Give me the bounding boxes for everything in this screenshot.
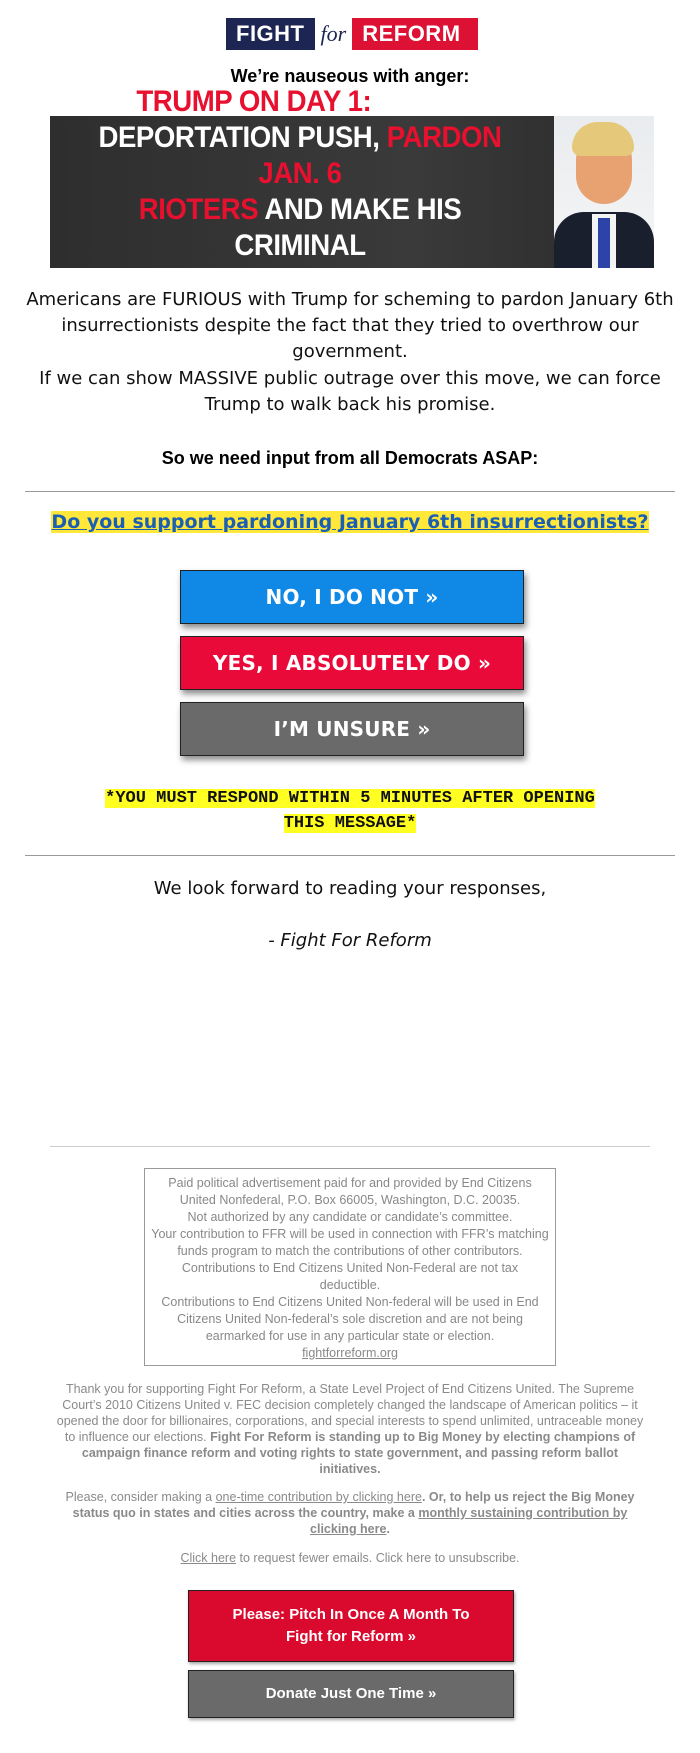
fewer-emails-link[interactable]: Click here [180, 1551, 237, 1565]
no-i-do-not-button[interactable]: NO, I DO NOT » [180, 570, 524, 624]
poll-question [0, 511, 700, 533]
banner-text-white: BEGIN [371, 85, 464, 118]
response-deadline-notice: *YOU MUST RESPOND WITHIN 5 MINUTES AFTER OPENING THIS MESSAGE* [105, 789, 595, 833]
portrait-photo [554, 116, 654, 268]
banner-text-white: CASES VANISH [200, 265, 400, 298]
footer-divider [50, 1146, 650, 1147]
website-link[interactable]: fightforreform.org [302, 1346, 398, 1360]
headline: We’re nauseous with anger: [230, 66, 470, 86]
body-paragraph-1: Americans are FURIOUS with Trump for scheming to pardon January 6th insurrectionists despite the fact that they tried to overthrow our government. [26, 289, 674, 362]
fight-for-reform-logo[interactable] [226, 18, 478, 50]
disclaimer-line: Your contribution to FFR will be used in connection with FFR’s matching funds program to match the contributions of other contributors. Contributions to End Citizens United Non-Federal are not tax deductible. [151, 1227, 549, 1292]
im-unsure-button[interactable]: I’M UNSURE » [180, 702, 524, 756]
poll-question-link[interactable]: Do you support pardoning January 6th insurrectionists? [51, 511, 649, 533]
one-time-contribution-link[interactable]: one-time contribution by clicking here [215, 1490, 422, 1504]
disclaimer-line: Paid political advertisement paid for and provided by End Citizens United Nonfederal, P.O. Box 66005, Washington, D.C. 20035. [168, 1176, 532, 1207]
footer-thanks: Thank you for supporting Fight For Reform, a State Level Project of End Citizens United. The Supreme Court’s 2010 Citizens United v. FEC decision completely changed the landscape of American politics – it opened the door for billionaires, corporations, and special interests to spend unlimited, untraceable money to influence our elections. Fight For Reform is standing up to Big Money by electing champions of campaign finance reform and voting rights to state government, and passing reform ballot initiatives. [56, 1382, 644, 1476]
monthly-contribution-link[interactable]: monthly sustaining contribution by clicking here [310, 1506, 628, 1536]
footer-email-preferences: Click here to request fewer emails. Click here to unsubscribe. [180, 1551, 520, 1565]
monthly-donate-button[interactable]: Please: Pitch In Once A Month To Fight for Reform » [188, 1590, 514, 1662]
closing-line: We look forward to reading your responses, [153, 878, 547, 899]
one-time-donate-button[interactable]: Donate Just One Time » [188, 1670, 514, 1718]
logo-part-fight: FIGHT [226, 18, 315, 50]
banner-text-white: AND MAKE HIS CRIMINAL [234, 193, 462, 262]
footer-contribute: Please, consider making a one-time contribution by clicking here. Or, to help us reject the Big Money status quo in states and cities across the country, make a monthly sustaining contribution by clicking here. [65, 1490, 635, 1536]
disclaimer-line: Not authorized by any candidate or candidate’s committee. [187, 1210, 513, 1224]
banner-text-red: RIOTERS [138, 193, 259, 226]
footer-thanks-bold: Fight For Reform is standing up to Big Money by electing champions of campaign finance reform and voting rights to state government, and passing reform ballot initiatives. [81, 1430, 636, 1476]
banner-headline [70, 85, 530, 298]
body-paragraph-2: If we can show MASSIVE public outrage over this move, we can force Trump to walk back his promise. [39, 368, 661, 415]
signature: - Fight For Reform [268, 930, 432, 951]
body-callout: So we need input from all Democrats ASAP: [161, 448, 539, 468]
banner-text-red: PARDON JAN. 6 [258, 121, 502, 190]
yes-i-absolutely-do-button[interactable]: YES, I ABSOLUTELY DO » [180, 636, 524, 690]
logo-part-reform: REFORM [352, 18, 478, 50]
hero-banner[interactable] [50, 85, 654, 298]
divider [25, 855, 675, 856]
divider [25, 491, 675, 492]
paid-for-disclaimer [144, 1168, 556, 1366]
disclaimer-line: Contributions to End Citizens United Non-federal will be used in End Citizens United Non-federal’s sole discretion and are not being earmarked for use in any particular state or election. [161, 1295, 539, 1343]
banner-text-white: DEPORTATION PUSH, [98, 121, 387, 154]
banner-text-red: TRUMP ON DAY 1: [136, 85, 372, 118]
logo-part-for: for [315, 18, 353, 50]
